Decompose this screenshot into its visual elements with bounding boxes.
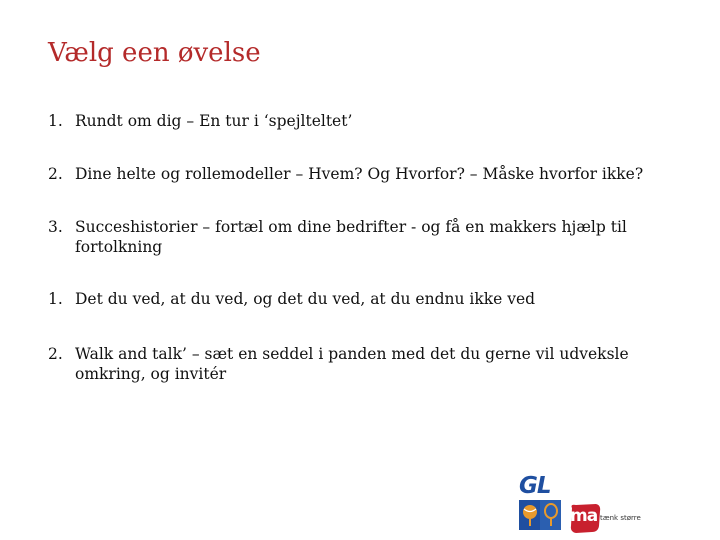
list-item-number: 2. bbox=[48, 345, 63, 363]
ma-logo-tagline: tænk større bbox=[600, 514, 641, 522]
list-item-number: 1. bbox=[48, 112, 63, 130]
list-item-text: Rundt om dig – En tur i ‘spejlteltet’ bbox=[75, 112, 353, 130]
list-item-text: Walk and talk’ – sæt en seddel i panden med det du gerne vil udveksle omkring, og invitér bbox=[75, 345, 629, 383]
tennis-racket-icon bbox=[540, 500, 561, 530]
gl-logo-text: GL bbox=[519, 473, 551, 499]
slide-title: Vælg een øvelse bbox=[48, 38, 261, 68]
ma-logo-text: ma bbox=[570, 506, 598, 526]
list-item-text: Dine helte og rollemodeller – Hvem? Og Hvorfor? – Måske hvorfor ikke? bbox=[75, 165, 644, 183]
list-item bbox=[48, 164, 668, 184]
list-item bbox=[48, 344, 668, 384]
tennis-ball-icon bbox=[519, 500, 540, 530]
list-item-number: 2. bbox=[48, 165, 63, 183]
list-item bbox=[48, 111, 668, 131]
gl-logo bbox=[519, 474, 563, 534]
ma-logo bbox=[568, 502, 668, 536]
list-item-number: 1. bbox=[48, 290, 63, 308]
gl-logo-icons bbox=[519, 500, 561, 530]
list-item-text: Det du ved, at du ved, og det du ved, at du endnu ikke ved bbox=[75, 290, 536, 308]
list-item-text: Succeshistorier – fortæl om dine bedrifter - og få en makkers hjælp til fortolkning bbox=[75, 218, 627, 256]
list-item-number: 3. bbox=[48, 218, 63, 236]
list-item bbox=[48, 217, 668, 257]
list-item bbox=[48, 289, 668, 309]
